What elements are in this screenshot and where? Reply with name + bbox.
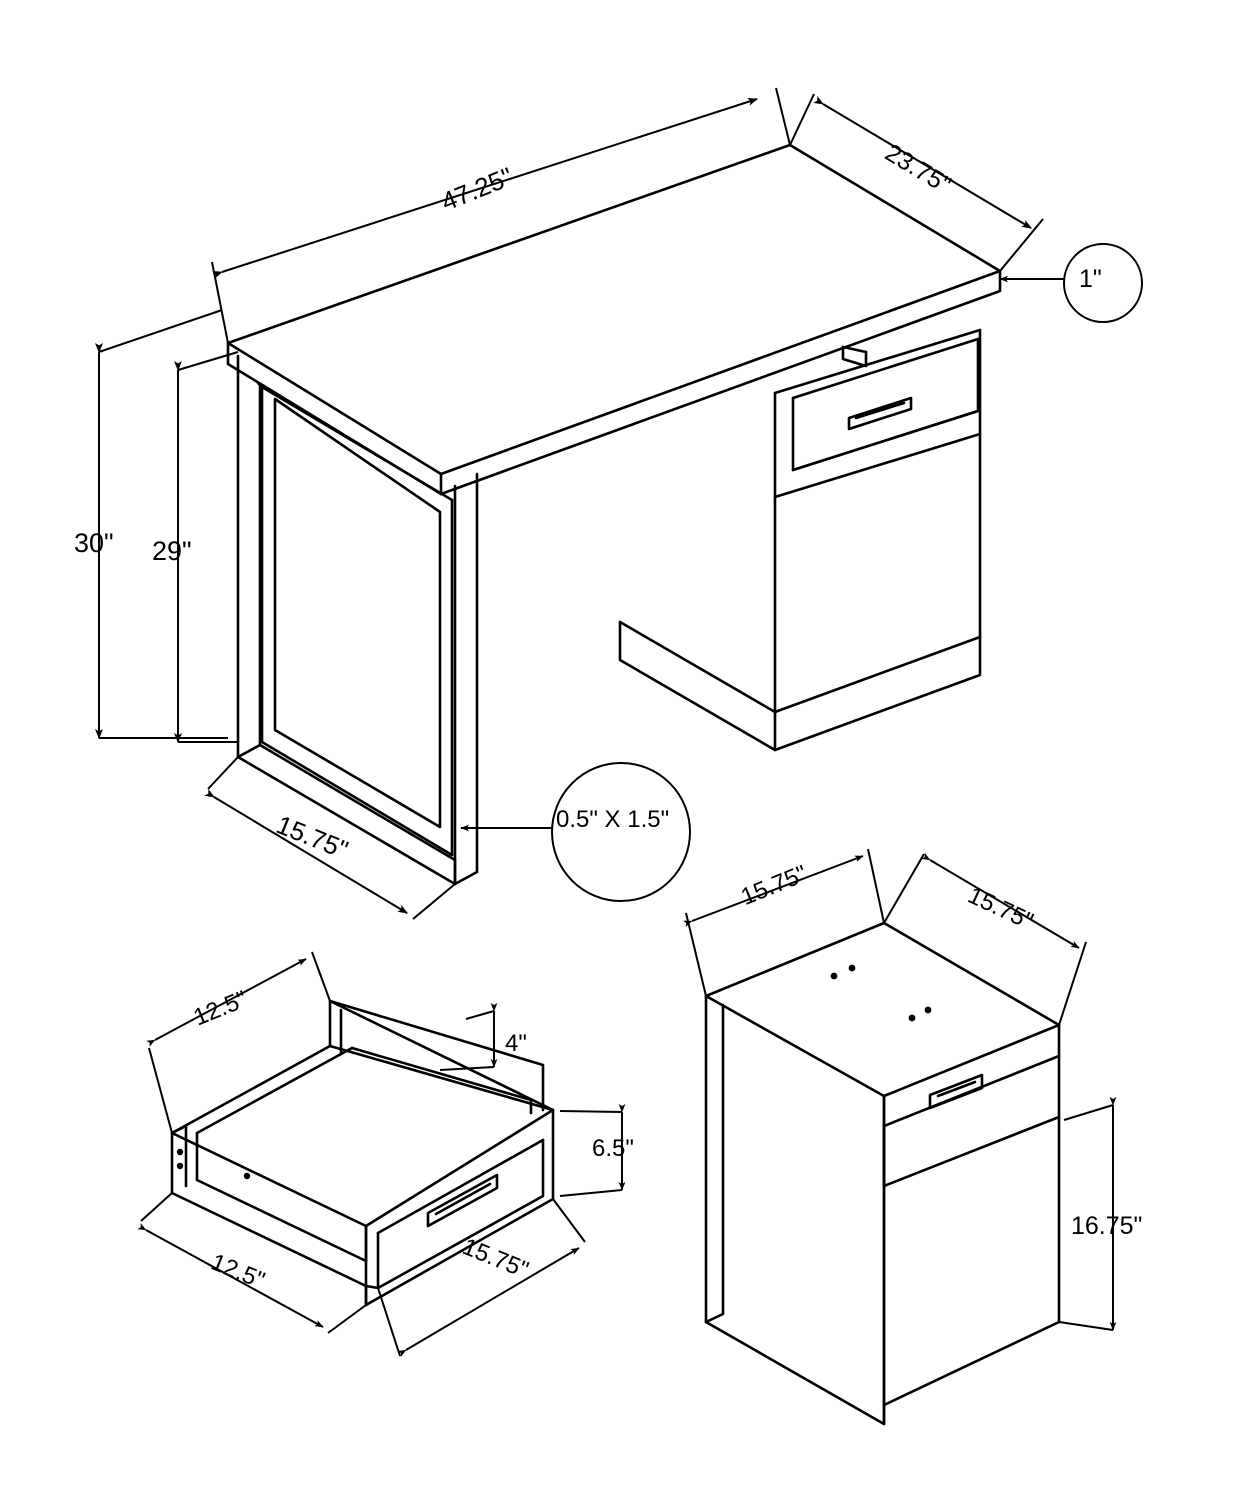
dimension-leg-height: 29" <box>152 536 192 566</box>
dimension-drawer-front-width: 15.75" <box>458 1233 533 1284</box>
dimension-lines <box>99 88 1142 1356</box>
dimension-cabinet-height: 16.75" <box>1071 1212 1143 1240</box>
dimension-drawer-front-height: 6.5" <box>592 1135 634 1162</box>
desk-geometry <box>228 145 1000 884</box>
dimension-drawer-back-height: 4" <box>505 1030 527 1057</box>
dimension-cabinet-width: 15.75" <box>737 860 811 911</box>
cabinet-geometry <box>706 923 1059 1424</box>
dimension-leg-depth: 15.75" <box>272 809 353 865</box>
dimension-drawer-inner-depth: 12.5" <box>207 1248 269 1295</box>
dimension-top-thickness: 1" <box>1079 265 1102 293</box>
dimension-drawer-inner-width: 12.5" <box>189 985 252 1032</box>
dimension-cabinet-depth: 15.75" <box>963 881 1038 936</box>
dimension-desk-width: 47.25" <box>436 161 518 217</box>
dimension-overall-height: 30" <box>74 528 114 558</box>
dimension-leg-profile: 0.5" X 1.5" <box>556 806 670 833</box>
dimension-desk-depth: 23.75" <box>880 138 956 200</box>
